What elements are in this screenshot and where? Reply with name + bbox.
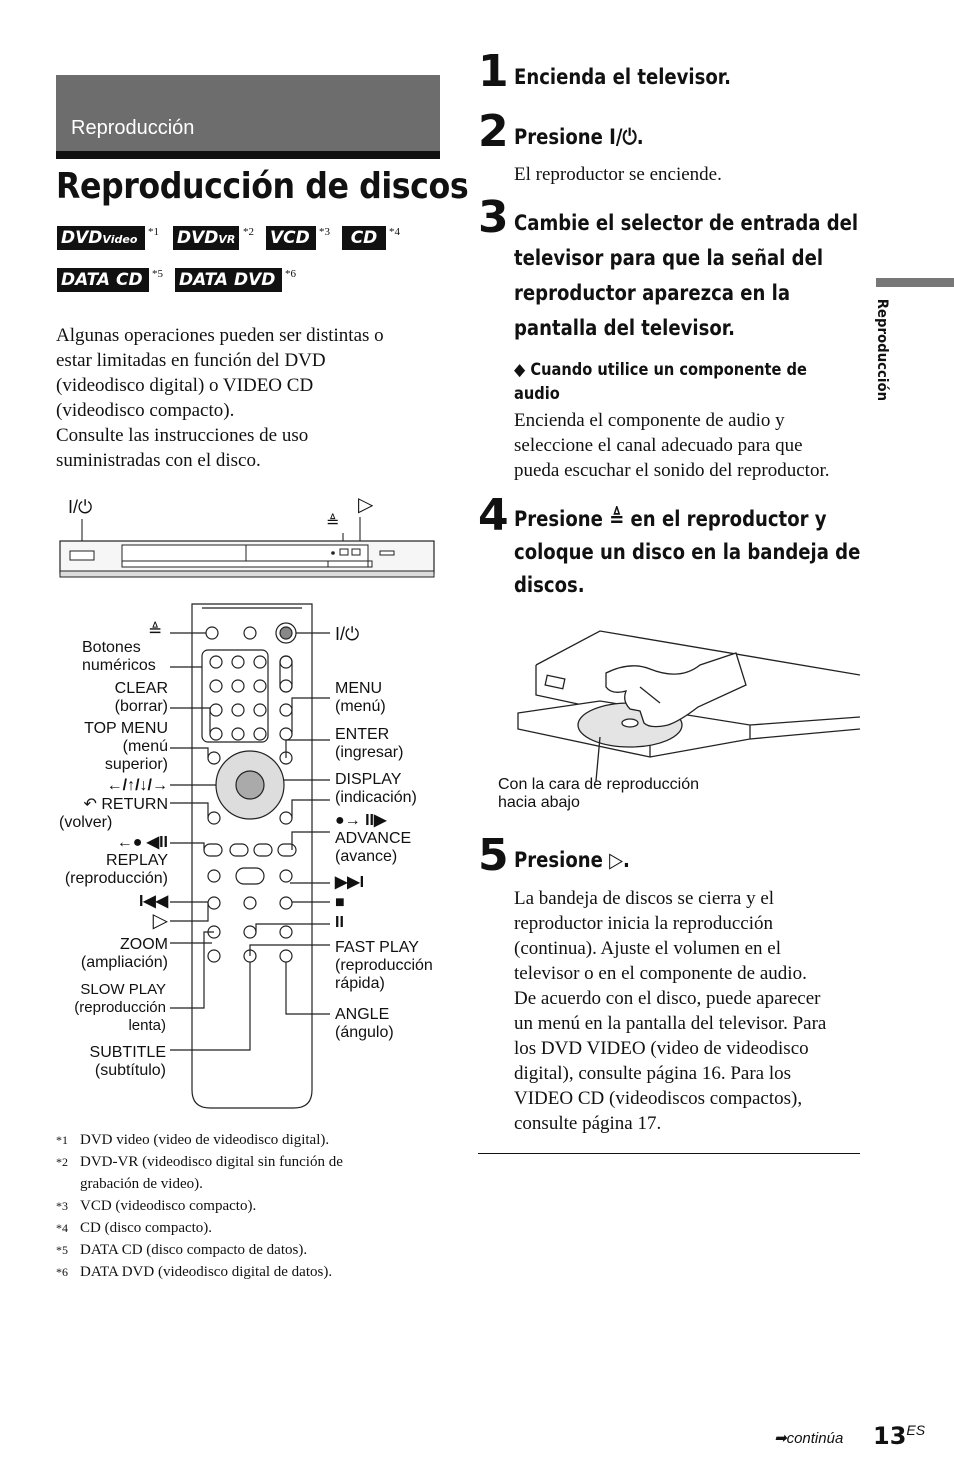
zoom-label-line: (ampliación) [80, 954, 168, 971]
replay-icon: ←● ◀II [116, 834, 168, 851]
footnote-text: DATA CD (disco compacto de datos). [80, 1242, 308, 1258]
angle-label [335, 1006, 394, 1042]
top-menu-label [50, 720, 168, 774]
footnote-text: DVD video (video de videodisco digital). [80, 1132, 330, 1148]
page-number [873, 1422, 925, 1450]
audio-body-line: Encienda el componente de audio y [514, 410, 785, 431]
step-3-number: 3 [478, 192, 509, 243]
stop-icon: ■ [335, 894, 345, 911]
zoom-label [50, 936, 168, 972]
return-label-line: ↶ RETURN [83, 796, 168, 813]
slow-play-label-line: SLOW PLAY [80, 981, 166, 998]
disc-caption-line: Con la cara de reproducción [498, 776, 700, 793]
advance-icon: ●→ II▶ [335, 812, 387, 829]
intro-line: suministradas con el disco. [56, 450, 261, 471]
player-eject-label: ≜ [326, 514, 340, 531]
step-5-line: un menú en la pantalla del televisor. Para [514, 1013, 827, 1034]
display-label-line: (indicación) [335, 789, 417, 806]
footnote-text: grabación de video). [80, 1176, 203, 1192]
clear-label-line: (borrar) [114, 698, 168, 715]
enter-label-line: ENTER [335, 726, 390, 743]
display-label-line: DISPLAY [335, 771, 402, 788]
step-5-line: VIDEO CD (videodiscos compactos), [514, 1088, 803, 1109]
menu-label-line: MENU [335, 680, 383, 697]
angle-label-line: ANGLE [335, 1006, 390, 1023]
advance-label [335, 812, 411, 866]
fast-play-label [335, 939, 433, 993]
step-5-body [514, 886, 874, 1136]
footnote [56, 1195, 446, 1217]
replay-label-line: REPLAY [106, 852, 168, 869]
pause-icon: II [335, 914, 344, 931]
badge-data-dvd [175, 268, 282, 292]
top-menu-label-line: superior) [104, 756, 168, 773]
step-5-line: De acuerdo con el disco, puede aparecer [514, 988, 821, 1009]
numeric-label-line: Botones [82, 639, 141, 656]
dvd-player-illustration [56, 495, 440, 585]
return-label [50, 796, 168, 832]
step-5-line: (continua). Ajuste el volumen en el [514, 938, 781, 959]
advance-label-line: ADVANCE [335, 830, 412, 847]
step-4-number: 4 [478, 490, 509, 541]
intro-line: (videodisco digital) o VIDEO CD [56, 375, 314, 396]
menu-label-line: (menú) [335, 698, 386, 715]
fast-play-label-line: rápida) [335, 975, 385, 992]
step-3-line: televisor para que la señal del [514, 246, 824, 270]
display-label [335, 771, 417, 807]
player-power-label: I/⏻ [68, 497, 93, 517]
fast-play-label-line: FAST PLAY [335, 939, 419, 956]
arrows-label: ←/↑/↓/→ [106, 777, 168, 794]
section-end-rule [478, 1153, 860, 1154]
audio-heading-line: audio [514, 384, 560, 404]
badge-main: DATA DVD [179, 270, 276, 290]
footnote [56, 1129, 446, 1151]
replay-label-line: (reproducción) [64, 870, 168, 887]
footnotes [56, 1129, 446, 1283]
enter-label [335, 726, 403, 762]
intro-line: (videodisco compacto). [56, 400, 235, 421]
badge-main: CD [350, 228, 378, 248]
badge-vcd [266, 226, 316, 250]
footnote [56, 1217, 446, 1239]
top-menu-label-line: (menú [122, 738, 168, 755]
audio-body-line: pueda escuchar el sonido del reproductor. [514, 460, 830, 481]
footnote-text: DATA DVD (videodisco digital de datos). [80, 1264, 333, 1280]
enter-label-line: (ingresar) [335, 744, 404, 761]
top-menu-label-line: TOP MENU [84, 720, 168, 737]
zoom-label-line: ZOOM [120, 936, 168, 953]
next-icon: ▶▶I [335, 874, 365, 891]
step-4-line: Presione ≜ en el reproductor y [514, 507, 827, 531]
page-title: Reproducción de discos [56, 166, 469, 207]
step-3-text [514, 206, 875, 346]
advance-label-line: (avance) [335, 848, 398, 865]
clear-label [60, 680, 168, 716]
step-5-line: La bandeja de discos se cierra y el [514, 888, 775, 909]
badge-note: *1 [148, 226, 159, 238]
side-tab-label: Reproducción [874, 298, 890, 402]
footnote-text: VCD (videodisco compacto). [80, 1198, 257, 1214]
section-underline [56, 151, 440, 159]
disc-caption [498, 776, 699, 812]
badge-note: *5 [152, 268, 163, 280]
side-tab-bar [876, 278, 954, 287]
intro-paragraph [56, 323, 436, 473]
numeric-label-line: numéricos [82, 657, 156, 674]
section-title: Reproducción [71, 117, 195, 139]
footnote-mark: *6 [56, 1265, 68, 1279]
footnote [56, 1239, 446, 1261]
prev-icon: I◀◀ [138, 893, 168, 910]
subtitle-label-line: SUBTITLE [89, 1044, 166, 1061]
continues-link: ➡continúa [774, 1430, 844, 1447]
footnote [56, 1261, 446, 1283]
step-4-line: coloque un disco en la bandeja de [514, 540, 861, 564]
page-lang: ES [906, 1422, 926, 1438]
audio-component-body [514, 408, 874, 483]
clear-label-line: CLEAR [114, 680, 168, 697]
badge-main: DATA CD [61, 270, 143, 290]
step-4-line: discos. [514, 573, 585, 597]
badge-sub: Video [102, 233, 138, 246]
intro-line: estar limitadas en función del DVD [56, 350, 326, 371]
fast-play-label-line: (reproducción [335, 957, 433, 974]
return-label-line: (volver) [59, 814, 113, 831]
power-label: I/⏻ [335, 624, 360, 644]
step-5-line: televisor o en el componente de audio. [514, 963, 807, 984]
step-1-text: Encienda el televisor. [514, 65, 731, 89]
audio-body-line: seleccione el canal adecuado para que [514, 435, 803, 456]
step-4-text [514, 503, 875, 602]
footnote-mark: *5 [56, 1243, 68, 1257]
step-2-detail: El reproductor se enciende. [514, 164, 722, 185]
step-5-line: consulte página 17. [514, 1113, 662, 1134]
badge-main: VCD [270, 228, 310, 248]
footnote-mark: *1 [56, 1133, 68, 1147]
step-5-text: Presione ▷. [514, 848, 630, 872]
disc-caption-line: hacia abajo [498, 794, 580, 811]
footnote-mark: *3 [56, 1199, 68, 1213]
footnote [56, 1151, 446, 1173]
replay-label [40, 834, 168, 888]
footnote-mark: *2 [56, 1155, 68, 1169]
footnote-mark: *4 [56, 1221, 68, 1235]
badge-dvd-video [57, 226, 145, 250]
angle-label-line: (ángulo) [335, 1024, 394, 1041]
badge-cd [342, 226, 386, 250]
badge-note: *4 [389, 226, 400, 238]
badge-data-cd [57, 268, 149, 292]
step-3-line: reproductor aparezca en la [514, 281, 791, 305]
badge-note: *3 [319, 226, 330, 238]
step-5-line: los DVD VIDEO (video de videodisco [514, 1038, 809, 1059]
step-5-number: 5 [478, 830, 509, 881]
badge-sub: VR [218, 233, 236, 246]
badge-note: *2 [243, 226, 254, 238]
play-icon: ▷ [152, 910, 168, 932]
page-number-value: 13 [873, 1422, 907, 1450]
badge-main: DVD [61, 228, 103, 248]
subtitle-label [50, 1044, 166, 1080]
disc-tray-illustration [500, 625, 860, 785]
eject-label: ≜ [148, 621, 163, 640]
intro-line: Consulte las instrucciones de uso [56, 425, 309, 446]
badge-note: *6 [285, 268, 296, 280]
step-3-line: Cambie el selector de entrada del [514, 211, 859, 235]
audio-heading-line: ◆ Cuando utilice un componente de [514, 360, 807, 380]
step-2-text: Presione I/⏻. [514, 125, 644, 149]
footnote-text: DVD-VR (videodisco digital sin función de [80, 1154, 343, 1170]
slow-play-label-line: (reproducción [74, 999, 166, 1016]
badge-main: DVD [177, 228, 219, 248]
step-3-line: pantalla del televisor. [514, 316, 735, 340]
footnote-text: CD (disco compacto). [80, 1220, 213, 1236]
audio-component-heading [514, 358, 875, 406]
step-1-number: 1 [478, 46, 509, 97]
subtitle-label-line: (subtítulo) [94, 1062, 166, 1079]
slow-play-label-line: lenta) [128, 1017, 166, 1034]
step-5-line: reproductor inicia la reproducción [514, 913, 774, 934]
player-play-label: ▷ [358, 494, 374, 516]
menu-label [335, 680, 386, 716]
step-5-line: digital), consulte página 16. Para los [514, 1063, 792, 1084]
step-2-number: 2 [478, 106, 509, 157]
footnote [56, 1173, 446, 1195]
badge-dvd-vr [173, 226, 239, 250]
intro-line: Algunas operaciones pueden ser distintas o [56, 325, 384, 346]
slow-play-label [40, 981, 166, 1035]
numeric-label [60, 639, 170, 675]
